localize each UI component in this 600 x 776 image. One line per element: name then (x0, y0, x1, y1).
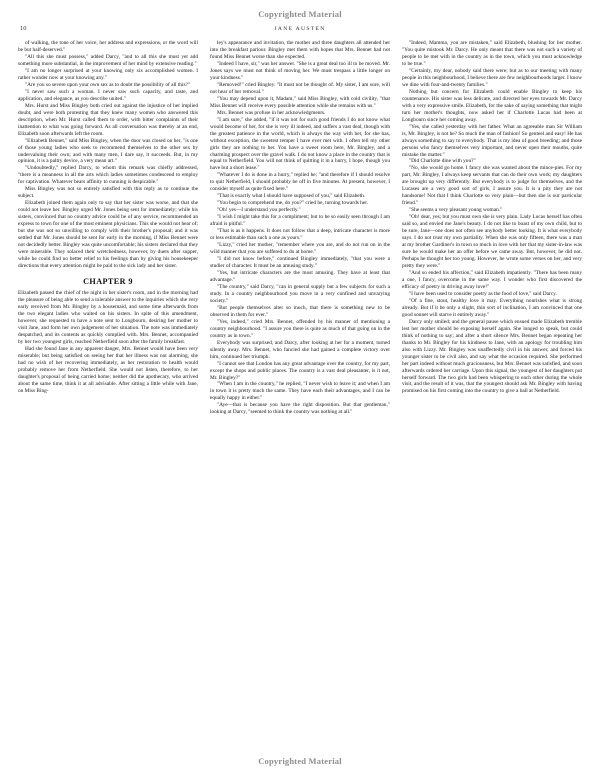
paragraph: "Did Charlotte dine with you?" (409, 158, 476, 165)
paragraph: "You begin to comprehend me, do you?" cried he, turning towards her. (217, 200, 369, 207)
column-3 (402, 40, 582, 750)
paragraph: "I did not know before," continued Bingley immediately, "that you were a studier of character. It must be an amusing study." (210, 256, 390, 269)
paragraph: "Are you so severe upon your own sex as to doubt the possibility of all this?" (25, 81, 191, 88)
paragraph: "That is as it happens. It does not follow that a deep, intricate character is more or less estimable than such a one as yours." (210, 228, 390, 242)
paragraph: Everybody was surprised, and Darcy, after looking at her for a moment, turned silently away. Mrs. Bennet, who fancied she had gained a complete victory over him, continued her triumph. (210, 339, 390, 360)
paragraph: "Indeed, Mamma, you are mistaken," said Elizabeth, blushing for her mother. "You quite mistook Mr. Darcy. He only meant that there was not such a variety of people to be met with in the country as in the town, which you must acknowledge to be true." (402, 40, 582, 67)
paragraph: "Lizzy," cried her mother, "remember where you are, and do not run on in the wild manner that you are suffered to do at home." (210, 242, 390, 256)
paragraph: "The country," said Darcy, "can in general supply but a few subjects for such a study. In a country neighbourhood you move in a very confined and unvarying society." (210, 283, 390, 304)
paragraph: "Elizabeth Bennet," said Miss Bingley, when the door was closed on her, "is one of those young ladies who seek to recommend themselves to the other sex by undervaluing their own; and with many men, I dare say, it succeeds. But, in my opinion, it is a paltry device, a very mean art." (18, 137, 198, 165)
paragraph: "No, she would go home. I fancy she was wanted about the mince-pies. For my part, Mr. Bingley, I always keep servants that can do their own work; my daughters are brought up very differently. But everybody is to judge for themselves, and the Lucases are a very good sort of girls, I assure you. It is a pity they are not handsome! Not that I think Charlotte so very plain—but then she is our particular friend." (402, 165, 582, 207)
paragraph: "Removed!" cried Bingley. "It must not be thought of. My sister, I am sure, will not hear of her removal." (210, 81, 390, 95)
paragraph: "Oh! yes—I understand you perfectly." (217, 207, 301, 214)
paragraph: "Yes, she called yesterday with her father. What an agreeable man Sir William is, Mr. Bingley, is not he? So much the man of fashion! So genteel and easy! He has always something to say to everybody. That is my idea of good breeding; and those persons who fancy themselves very important, and never open their mouths, quite mistake the matter." (402, 123, 582, 158)
paragraph: of walking, the tone of her voice, her address and expressions, or the word will be but half-deserved." (18, 40, 198, 53)
paragraph: Elizabeth passed the chief of the night in her sister's room, and in the morning had the pleasure of being able to send a tolerable answer to the inquiries which she very early received from Mr. Bingley by a housemaid, and some time afterwards from the two elegant ladies who waited on his sisters. In spite of this amendment, however, she requested to have a note sent to Longbourn, desiring her mother to visit Jane, and form her own judgement of her situation. The note was immediately despatched, and its contents as quickly complied with. Mrs. Bennet, accompanied by her two youngest girls, reached Netherfield soon after the family breakfast. (18, 289, 198, 345)
paragraph: "I am sure," she added, "if it was not for such good friends I do not know what would become of her, for she is very ill indeed, and suffers a vast deal, though with the greatest patience in the world, which is always the way with her, for she has, without exception, the sweetest temper I have ever met with. I often tell my other girls they are nothing to her. You have a sweet room here, Mr. Bingley, and a charming prospect over the gravel walk. I do not know a place in the country that is equal to Netherfield. You will not think of quitting it in a hurry, I hope, though you have but a short lease." (210, 116, 390, 172)
paragraph: "Undoubtedly," replied Darcy, to whom this remark was chiefly addressed, "there is a meanness in all the arts which ladies sometimes condescend to employ for captivation. Whatever bears affinity to cunning is despicable." (18, 165, 198, 186)
paragraph: "She seems a very pleasant young woman." (409, 207, 503, 214)
paragraph: "Indeed I have, sir," was her answer. "She is a great deal too ill to be moved. Mr. Jones says we must not think of moving her. We must trespass a little longer on your kindness." (210, 60, 390, 81)
paragraph: "Yes, indeed," cried Mrs. Bennet, offended by his manner of mentioning a country neighbourhood. "I assure you there is quite as much of that going on in the country as in town." (210, 318, 390, 339)
paragraph: "Whatever I do is done in a hurry," replied he; "and therefore if I should resolve to quit Netherfield, I should probably be off in five minutes. At present, however, I consider myself as quite fixed here." (210, 172, 390, 193)
paragraph: "Aye—that is because you have the right disposition. But that gentleman," looking at Darcy, "seemed to think the country was nothing at all." (210, 402, 390, 416)
paragraph: "When I am in the country," he replied, "I never wish to leave it; and when I am in town it is pretty much the same. They have each their advantages, and I can be equally happy in either." (210, 381, 390, 402)
column-1 (18, 40, 198, 750)
page-number: 10 (20, 25, 27, 32)
paragraph: "And so ended his affection," said Elizabeth impatiently. "There has been many a one, I fancy, overcome in the same way. I wonder who first discovered the efficacy of poetry in driving away love!" (402, 269, 582, 290)
paragraph: Mrs. Bennet was profuse in her acknowledgments. (217, 109, 326, 116)
chapter-heading: CHAPTER 9 (83, 276, 133, 286)
paragraph: "I have been used to consider poetry as the food of love," said Darcy. (409, 290, 557, 297)
paragraph: "I wish I might take this for a compliment; but to be so easily seen through I am afraid is pitiful." (210, 214, 390, 228)
paragraph: "Of a fine, stout, healthy love it may. Everything nourishes what is strong already. But if it be only a slight, thin sort of inclination, I am convinced that one good sonnet will starve it entirely away." (402, 297, 582, 318)
paragraph: "Oh! dear, yes; but you must own she is very plain. Lady Lucas herself has often said so, and envied me Jane's beauty. I do not like to boast of my own child, but to be sure, Jane—one does not often see anybody better looking. It is what everybody says. I do not trust my own partiality. When she was only fifteen, there was a man at my brother Gardiner's in town so much in love with her that my sister-in-law was sure he would make her an offer before we came away. But, however, he did not. Perhaps he thought her too young. However, he wrote some verses on her, and very pretty they were." (402, 214, 582, 269)
paragraph: Darcy only smiled; and the general pause which ensued made Elizabeth tremble lest her mother should be exposing herself again. She longed to speak, but could think of nothing to say; and after a short silence Mrs. Bennet began repeating her thanks to Mr. Bingley for his kindness to Jane, with an apology for troubling him also with Lizzy. Mr. Bingley was unaffectedly civil in his answer, and forced his younger sister to be civil also, and say what the occasion required. She performed her part indeed without much graciousness, but Mrs. Bennet was satisfied, and soon afterwards ordered her carriage. Upon this signal, the youngest of her daughters put herself forward. The two girls had been whispering to each other during the whole visit, and the result of it was, that the youngest should ask Mr. Bingley with having promised on his first coming into the country to give a ball at Netherfield. (402, 318, 582, 395)
paragraph: ley's appearance and invitation, the mother and three daughters all attended her into the breakfast parlour. Bingley met them with hopes that Mrs. Bennet had not found Miss Bennet worse than she expected. (210, 40, 390, 60)
paragraph: "I am no longer surprised at your knowing only six accomplished women. I rather wonder now at your knowing any." (18, 67, 198, 81)
paragraph: "Certainly, my dear, nobody said there were; but as to our meeting with many people in this neighbourhood, I believe there are few neighbourhoods larger. I know we dine with four-and-twenty families." (402, 67, 582, 88)
paragraph: "All this she must possess," added Darcy, "and to all this she must yet add something more substantial, in the improvement of her mind by extensive reading." (18, 53, 198, 67)
paragraph: "I cannot see that London has any great advantage over the country, for my part, except the shops and public places. The country is a vast deal pleasanter, is it not, Mr. Bingley?" (210, 360, 390, 381)
column-2 (210, 40, 390, 750)
watermark-top: Copyrighted Material (258, 9, 342, 19)
paragraph: Miss Bingley was not so entirely satisfied with this reply as to continue the subject. (18, 186, 198, 200)
paragraph: "But people themselves alter so much, that there is something new to be observed in them for ever." (210, 304, 390, 318)
paragraph: Elizabeth joined them again only to say that her sister was worse, and that she could not leave her. Bingley urged Mr. Jones being sent for immediately; while his sisters, convinced that no country advice could be of any service, recommended an express to town for one of the most eminent physicians. This she would not hear of; but she was not so unwilling to comply with their brother's proposal; and it was settled that Mr. Jones should be sent for early in the morning, if Miss Bennet were not decidedly better. Bingley was quite uncomfortable; his sisters declared that they were miserable. They solaced their wretchedness, however, by duets after supper, while he could find no better relief to his feelings than by giving his housekeeper directions that every attention might be paid to the sick lady and her sister. (18, 200, 198, 269)
text-columns (18, 40, 582, 750)
paragraph: Nothing but concern for Elizabeth could enable Bingley to keep his countenance. His sister was less delicate, and directed her eyes towards Mr. Darcy with a very expressive smile. Elizabeth, for the sake of saying something that might turn her mother's thoughts, now asked her if Charlotte Lucas had been at Longbourn since her coming away. (402, 88, 582, 123)
paragraph: "You may depend upon it, Madam," said Miss Bingley, with cold civility, "that Miss Bennet will receive every possible attention while she remains with us." (210, 95, 390, 109)
paragraph: "Yes, but intricate characters are the most amusing. They have at least that advantage." (210, 269, 390, 283)
paragraph: "That is exactly what I should have supposed of you," said Elizabeth. (217, 193, 366, 200)
running-head: JANE AUSTEN (274, 26, 326, 32)
paragraph: Had she found Jane in any apparent danger, Mrs. Bennet would have been very miserable; but being satisfied on seeing her that her illness was not alarming, she had no wish of her recovering immediately, as her restoration to health would probably remove her from Netherfield. She would not listen, therefore, to her daughter's proposal of being carried home; neither did the apothecary, who arrived about the same time, think it at all advisable. After sitting a little while with Jane, on Miss Bing- (18, 345, 198, 394)
watermark-bottom: Copyrighted Material (258, 756, 342, 766)
paragraph: Mrs. Hurst and Miss Bingley both cried out against the injustice of her implied doubt, and were both protesting that they knew many women who answered this description, when Mr. Hurst called them to order, with bitter complaints of their inattention to what was going forward. As all conversation was thereby at an end, Elizabeth soon afterwards left the room. (18, 102, 198, 137)
paragraph: "I never saw such a woman. I never saw such capacity, and taste, and application, and elegance, as you describe united." (18, 88, 198, 102)
